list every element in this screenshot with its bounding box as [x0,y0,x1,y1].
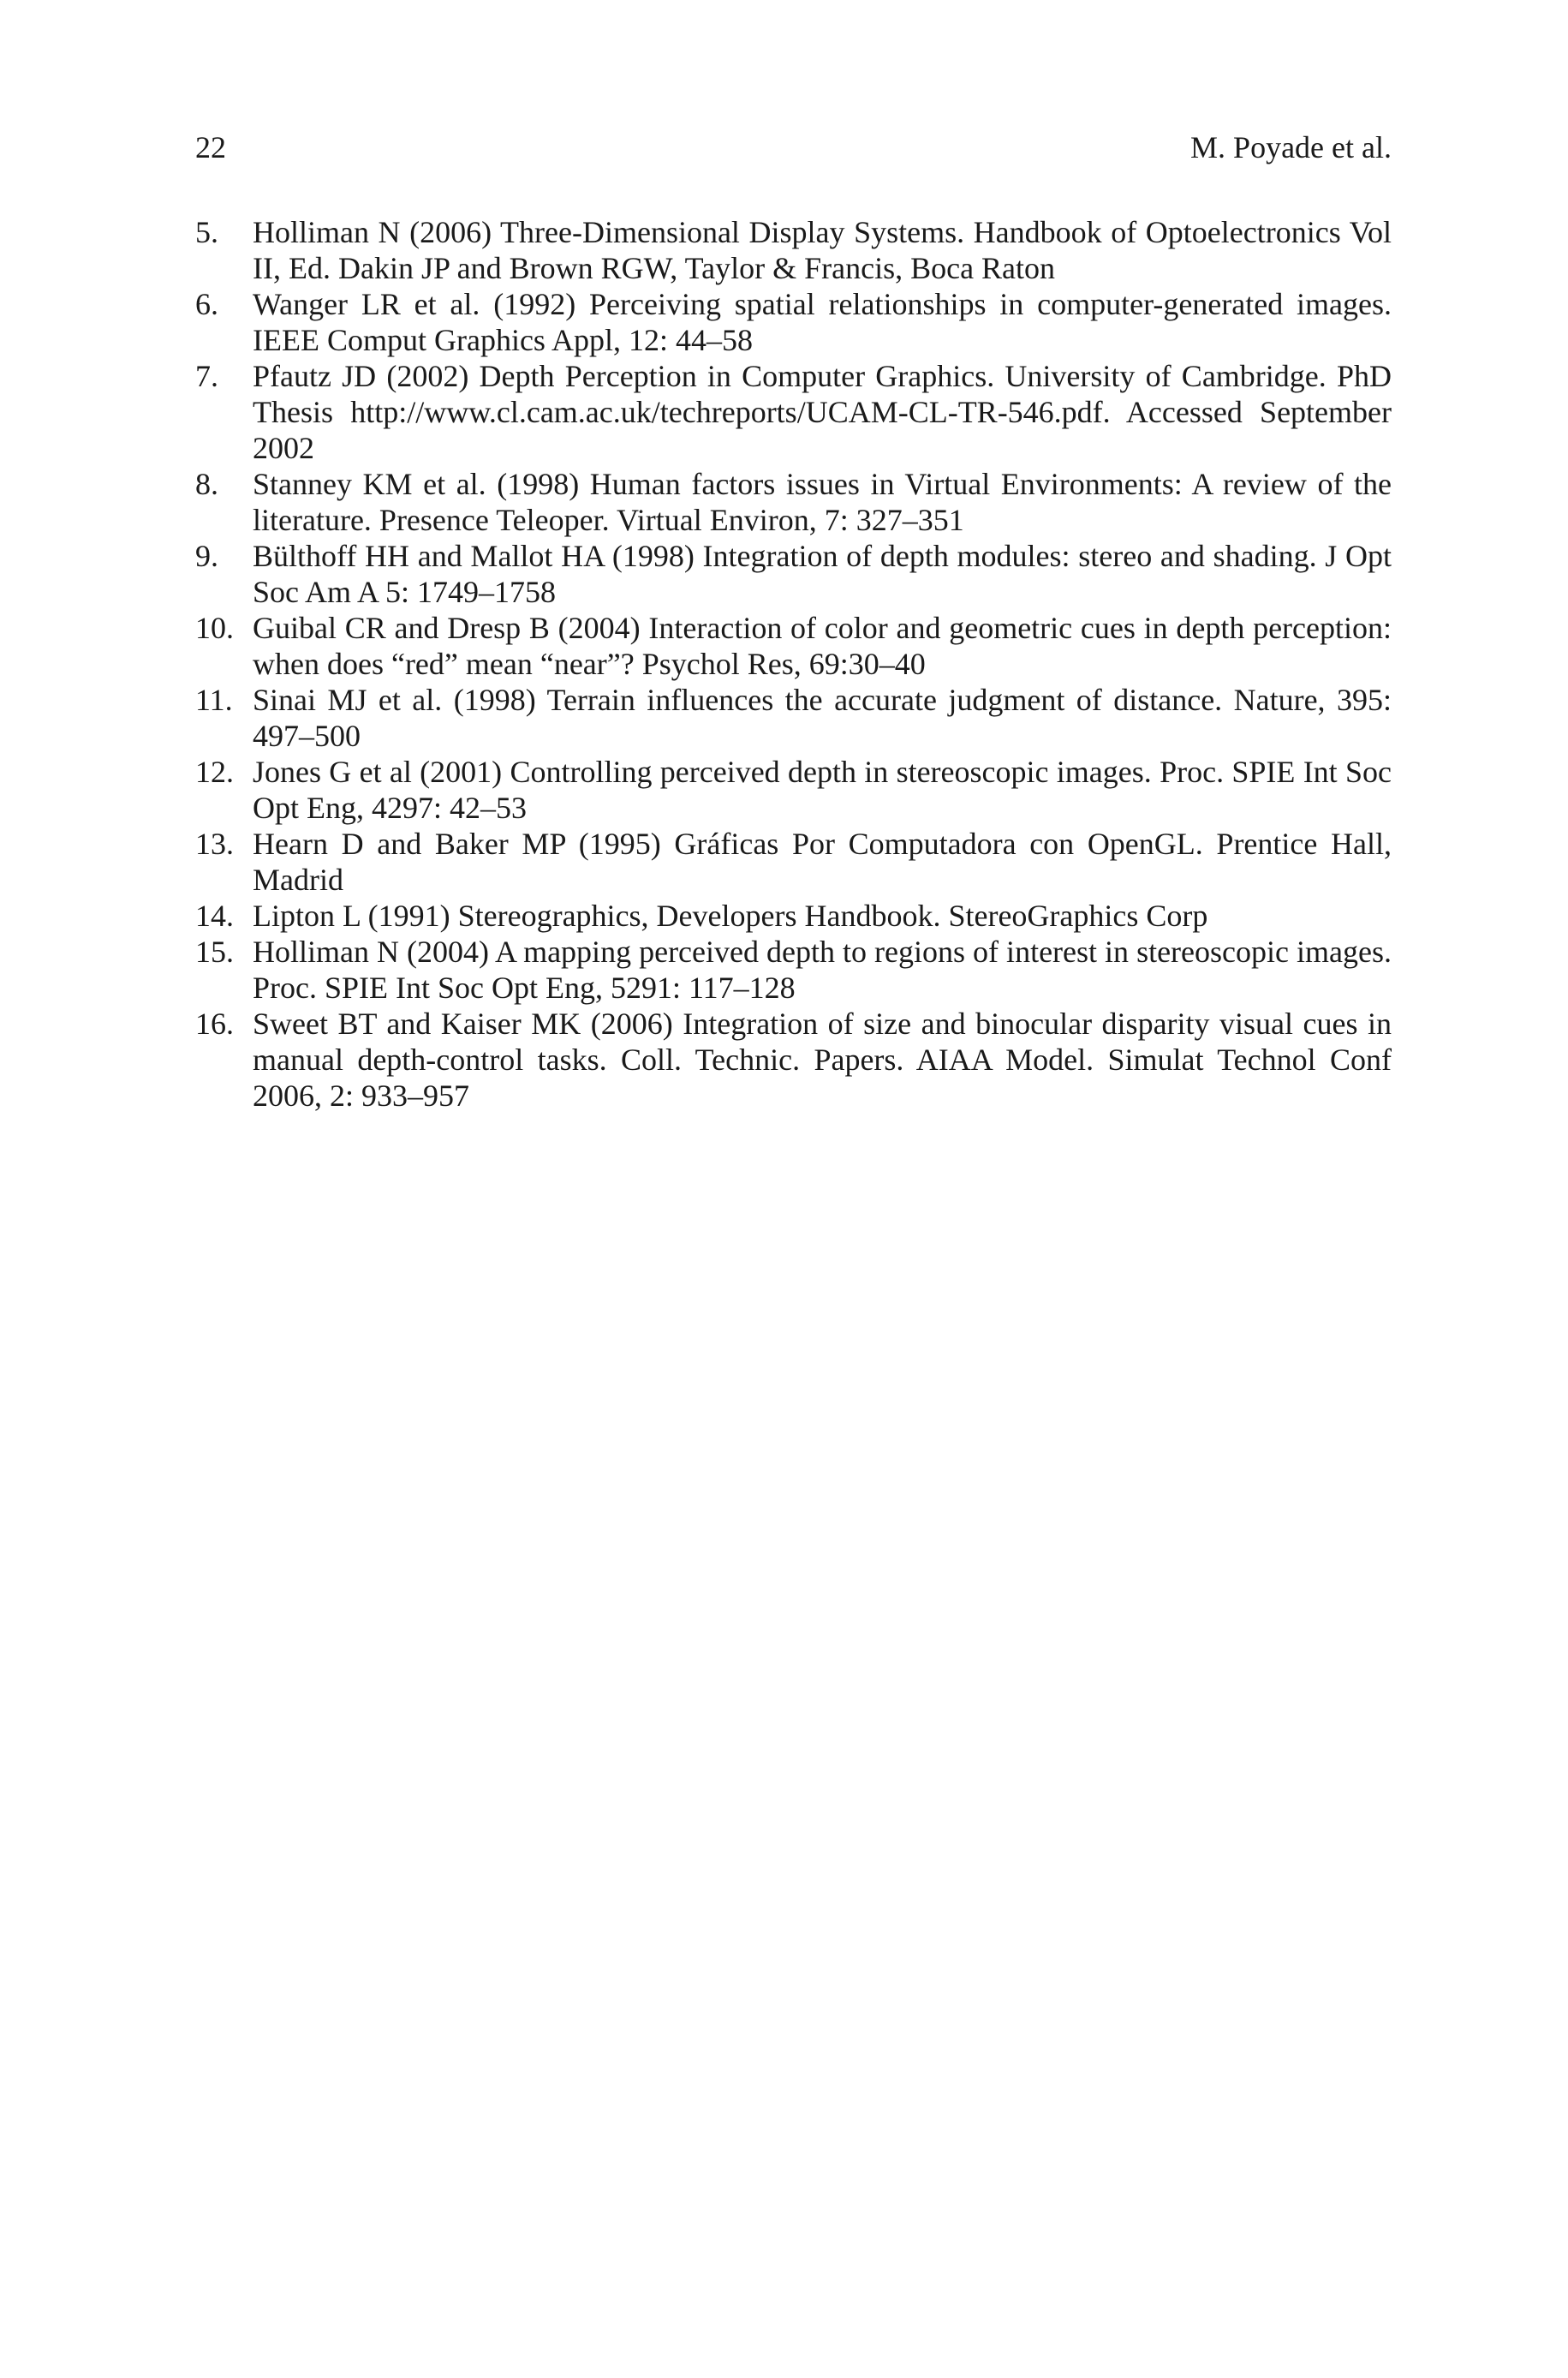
reference-number: 13. [195,827,234,861]
reference-number: 7. [195,359,218,393]
reference-text: Sinai MJ et al. (1998) Terrain influences the accurate judgment of distance. Nature, 395: 497–500 [253,683,1392,753]
reference-text: Holliman N (2004) A mapping perceived depth to regions of interest in stereoscopic images. Proc. SPIE Int Soc Opt Eng, 5291: 117–128 [253,935,1392,1005]
reference-item [195,1006,1392,1114]
reference-item [195,754,1392,826]
reference-text: Lipton L (1991) Stereographics, Developers Handbook. StereoGraphics Corp [253,899,1208,933]
page-number: 22 [195,130,226,164]
reference-item [195,286,1392,358]
reference-item [195,682,1392,754]
reference-number: 6. [195,287,218,321]
reference-number: 8. [195,467,218,501]
reference-number: 12. [195,755,234,789]
reference-number: 11. [195,683,233,717]
reference-text: Holliman N (2006) Three-Dimensional Display Systems. Handbook of Optoelectronics Vol II, Ed. Dakin JP and Brown RGW, Taylor & Francis, Boca Raton [253,215,1392,285]
reference-item [195,898,1392,934]
reference-number: 16. [195,1007,234,1041]
reference-text: Stanney KM et al. (1998) Human factors issues in Virtual Environments: A review of the literature. Presence Teleoper. Virtual Environ, 7: 327–351 [253,467,1392,537]
reference-number: 14. [195,899,234,933]
reference-text: Hearn D and Baker MP (1995) Gráficas Por Computadora con OpenGL. Prentice Hall, Madrid [253,827,1392,897]
reference-text: Wanger LR et al. (1992) Perceiving spatial relationships in computer-generated images. IEEE Comput Graphics Appl, 12: 44–58 [253,287,1392,357]
reference-text: Pfautz JD (2002) Depth Perception in Computer Graphics. University of Cambridge. PhD Thesis http://www.cl.cam.ac.uk/techreports/UCAM-CL-TR-546.pdf. Accessed September 2002 [253,359,1392,465]
reference-item [195,826,1392,898]
reference-list [195,214,1392,1114]
reference-number: 10. [195,611,234,645]
reference-item [195,214,1392,286]
page-header [195,130,1392,164]
reference-item [195,934,1392,1006]
reference-text: Sweet BT and Kaiser MK (2006) Integration of size and binocular disparity visual cues in manual depth-control tasks. Coll. Technic. Papers. AIAA Model. Simulat Technol Conf 2006, 2: 933–957 [253,1007,1392,1113]
running-head: M. Poyade et al. [1190,130,1392,164]
reference-item [195,358,1392,466]
reference-item [195,610,1392,682]
reference-text: Guibal CR and Dresp B (2004) Interaction of color and geometric cues in depth perception: when does “red” mean “near”? Psychol Res, 69:30–40 [253,611,1392,681]
reference-text: Jones G et al (2001) Controlling perceived depth in stereoscopic images. Proc. SPIE Int Soc Opt Eng, 4297: 42–53 [253,755,1392,825]
reference-text: Bülthoff HH and Mallot HA (1998) Integration of depth modules: stereo and shading. J Opt Soc Am A 5: 1749–1758 [253,539,1392,609]
reference-number: 5. [195,215,218,249]
reference-number: 15. [195,935,234,969]
reference-item [195,466,1392,538]
reference-item [195,538,1392,610]
reference-number: 9. [195,539,218,573]
